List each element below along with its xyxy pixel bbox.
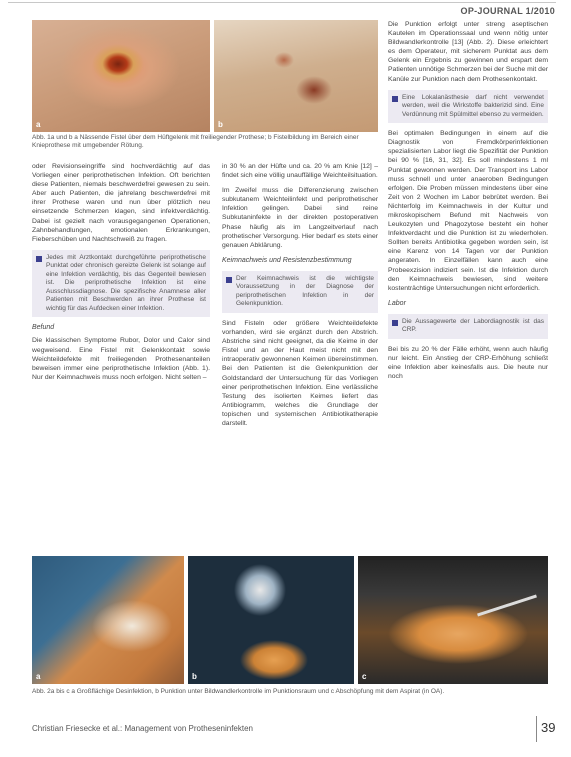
column-3	[388, 20, 548, 381]
needle-shape	[477, 594, 537, 616]
callout-text: Die Aussagewerte der Labordiagnostik ist das CRP.	[402, 317, 544, 334]
callout-box	[388, 314, 548, 339]
figure-2a-label: a	[36, 672, 41, 681]
figure-2c-label: c	[362, 672, 367, 681]
paragraph: Die klassischen Symptome Rubor, Dolor und Calor sind wegweisend. Eine Fistel mit Gelenkkontakt sowie Weichteildefekte mit freiliegenden Prothesenanteilen beweisen immer eine periprothetische Infektion (Abb. 1). Nur der Keimnachweis muss noch erfolgen. Nicht selten –	[32, 337, 210, 381]
paragraph: Die Punktion erfolgt unter streng aseptischen Kautelen im Operationssaal und wenn nötig unter Bildwandlerkontrolle [13] (Abb. 2). Diese erleichtert es dem Operateur, mit sicherem Punktat aus dem Gelenk ein Ergebnis zu gewinnen und erspart dem Patienten unnötige Schmerzen bei der Suche mit der Kanüle zur Punktion nach dem Prothesenkontakt.	[388, 21, 548, 83]
column-1	[32, 162, 210, 382]
paragraph: oder Revisionseingriffe sind hochverdächtig auf das Vorliegen einer periprothetischen Infektion. Oft berichten diese Patienten, niemals beschwerdefrei gewesen zu sein. Aber auch Patienten, die jahrelang beschwerdefrei mit ihrer Prothese waren und nun über plötzlich neu einsetzende Schmerzen klagen, sind infektverdächtig. Dabei ist gezielt nach vorausgegangenen Operationen, Zahnbehandlungen, emotionalen Erkrankungen, Fieberschüben und Nachtschweiß zu fragen.	[32, 163, 210, 243]
figure-2b-fluoroscopy-photo	[188, 556, 354, 684]
footer-authors: Christian Friesecke et al.: Management von Protheseninfekten	[32, 724, 254, 733]
section-heading: Keimnachweis und Resistenzbestimmung	[222, 256, 352, 264]
callout-text: Eine Lokalanästhesie darf nicht verwendet werden, weil die Wirkstoffe bakterizid sind. Eine Verdünnung mit Spülmittel ebenso zu vermeiden.	[402, 93, 544, 118]
figure-2c-puncture-photo	[358, 556, 548, 684]
figure-1b-label: b	[218, 120, 223, 129]
figure-2b-label: b	[192, 672, 197, 681]
callout-box	[388, 90, 548, 124]
callout-square-icon	[392, 320, 398, 326]
footer-rule	[536, 716, 537, 742]
page-number: 39	[541, 720, 556, 735]
section-heading: Labor	[388, 299, 406, 307]
callout-square-icon	[226, 277, 232, 283]
paragraph: Bei bis zu 20 % der Fälle erhöht, wenn auch häufig nur leicht. Ein Anstieg der CRP-Erhöhung schließt eine Infektion aber keinesfalls aus. Die heute nur noch	[388, 345, 548, 381]
paragraph: in 30 % an der Hüfte und ca. 20 % am Knie [12] – findet sich eine völlig unauffällige Weichteilsituation.	[222, 163, 378, 180]
figure-1b-knee-photo	[214, 20, 378, 132]
figure-1a-wound-photo	[32, 20, 210, 132]
callout-text: Jedes mit Arztkontakt durchgeführte periprothetische Punktat oder chronisch gereizte Gelenk ist solange auf eine Infektion verdächtig, bis das Gegenteil bewiesen ist. Die periprothetische Infektion ist eine Ausschlussdiagnose. Die spezifische Anamnese aller Patienten mit Beschwerden an ihrer Prothese ist wichtig für das Aufdecken einer Infektion.	[46, 253, 206, 312]
journal-title: OP-JOURNAL 1/2010	[460, 6, 555, 16]
column-2	[222, 162, 378, 428]
callout-square-icon	[36, 256, 42, 262]
callout-box	[32, 250, 210, 318]
figure-2-caption: Abb. 2a bis c a Großflächige Desinfektion, b Punktion unter Bildwandlerkontrolle im Punktionsraum und c Abschöpfung mit dem Aspirat (in OA).	[32, 688, 445, 695]
callout-text: Der Keimnachweis ist die wichtigste Voraussetzung in der Diagnose der periprothetischen Infektion in der Gelenkpunktion.	[236, 274, 374, 308]
paragraph: Bei optimalen Bedingungen in einem auf die Diagnostik von Fremdkörperinfektionen spezialisierten Labor liegt die Spezifität der Punktion bei 90 % [16, 31, 32]. Es soll mindestens 1 ml Punktat gewonnen werden. Der Transport ins Labor muss schnell und unter anaeroben Bedingungen erfolgen. Die Proben müssen mindestens über eine Zeit von 2 Wochen im Labor bebrütet werden. Bei Nichterfolg im Keimnachweis in der Kultur und mikroskopischem Befund mit Nachweis von Leukozyten und Phagozytose besteht ein hoher Infektverdacht und die Punktion ist zu wiederholen. Sollten bereits Antibiotika gegeben worden sein, ist eine Karenz von 14 Tagen vor der Punktion angeraten. In Einzelfällen kann auch eine Probeexzision indiziert sein. Ist die Infektion durch den Keimnachweis bewiesen, sind weitere kostenträchtige Untersuchungen nicht erforderlich.	[388, 130, 548, 292]
header-rule	[8, 2, 556, 3]
paragraph: Im Zweifel muss die Differenzierung zwischen subkutanem Weichteilinfekt und periprothetischer Infektion gelingen. Dabei sind reine Subkutaninfekte in der direkten postoperativen Phase häufig als im Langzeitverlauf nach prothetischer Versorgung. Hier bedarf es stets einer genauen Abklärung.	[222, 187, 378, 249]
figure-2a-disinfection-photo	[32, 556, 184, 684]
figure-1-caption: Abb. 1a und b a Nässende Fistel über dem Hüftgelenk mit freiliegender Prothese; b Fistelbildung im Bereich einer Knieprothese mit umgebender Rötung.	[32, 134, 359, 149]
figure-1a-label: a	[36, 120, 41, 129]
callout-square-icon	[392, 96, 398, 102]
callout-box	[222, 271, 378, 313]
paragraph: Sind Fisteln oder größere Weichteildefekte vorhanden, wird sie ergänzt durch den Abstrich. Abstriche sind nicht geeignet, da die Keime in der Fistel und an der Haut meist nicht mit den intraoperativ gewonnenen Keimen übereinstimmen. Bei den Patienten ist die Gelenkpunktion der Goldstandard der Untersuchung für das Vorliegen einer periprothetischen Infektion. Eine verlässliche Testung des isolierten Keimes liefert das Antibiogramm, welches die Grundlage der topischen und systemischen Antibiotikatherapie darstellt.	[222, 319, 378, 427]
section-heading: Befund	[32, 324, 55, 332]
